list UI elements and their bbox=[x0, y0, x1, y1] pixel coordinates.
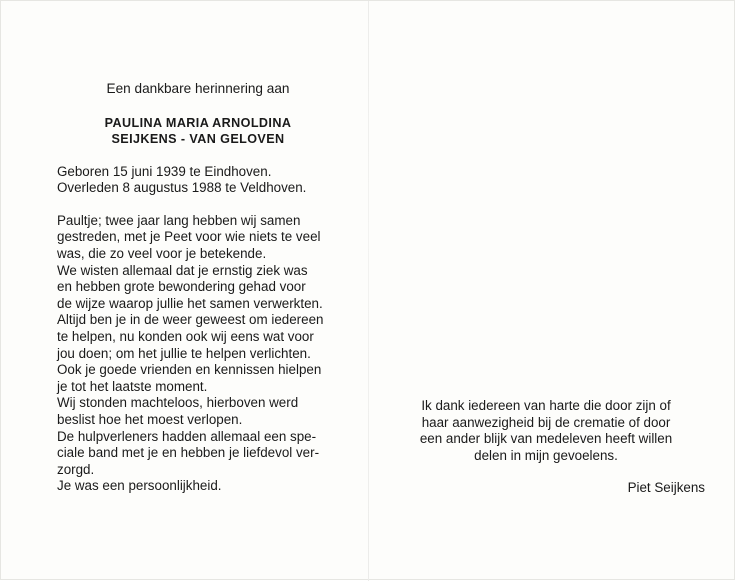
intro-text: Een dankbare herinnering aan bbox=[106, 81, 290, 96]
name-line-2: SEIJKENS - VAN GELOVEN bbox=[111, 131, 285, 146]
right-panel bbox=[385, 398, 707, 497]
card-fold-line bbox=[368, 1, 369, 581]
thank-you-text: Ik dank iedereen van harte die door zijn of haar aanwezigheid bij de crematie of door een ander blijk van medeleven heeft willen delen in mijn gevoelens. bbox=[419, 398, 673, 463]
deceased-name bbox=[57, 115, 339, 147]
life-dates bbox=[57, 164, 339, 197]
name-line-1: PAULINA MARIA ARNOLDINA bbox=[104, 115, 292, 130]
left-panel bbox=[57, 81, 339, 495]
death-line: Overleden 8 augustus 1988 te Veldhoven. bbox=[57, 180, 307, 196]
signature: Piet Seijkens bbox=[627, 480, 705, 496]
birth-line: Geboren 15 juni 1939 te Eindhoven. bbox=[57, 163, 272, 179]
memorial-text: Paultje; twee jaar lang hebben wij samen gestreden, met je Peet voor wie niets te veel was, die zo veel voor je betekende. We wisten allemaal dat je ernstig ziek was en hebben grote bewondering gehad voor de wijze waarop jullie het samen verwerkten. Altijd ben je in de weer geweest om iedereen te helpen, nu konden ook wij eens wat voor jou doen; om het jullie te helpen verlichten. Ook je goede vrienden en kennissen hielpen je tot het laatste moment. Wij stonden machteloos, hierboven werd beslist hoe het moest verlopen. De hulpverleners hadden allemaal een spe- ciale band met je en hebben je liefdevol ver- zorgd. Je was een persoonlijkheid. bbox=[57, 212, 324, 494]
